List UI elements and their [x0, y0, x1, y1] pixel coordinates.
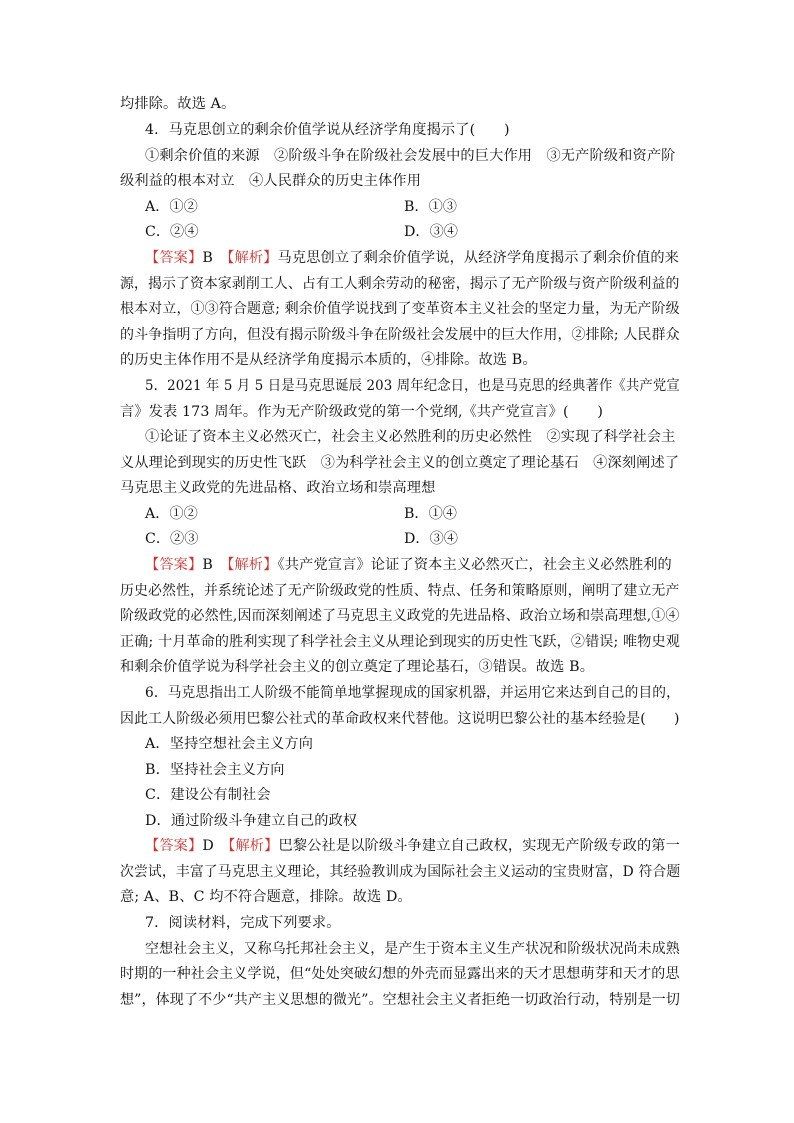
analysis-text: 正确; 十月革命的胜利实现了科学社会主义从理论到现实的历史性飞跃，②错误; 唯物史观 [120, 634, 681, 650]
analysis-text: 马克思创立了剩余价值学说，从经济学角度揭示了剩余价值的来 [277, 250, 679, 266]
material-line: 时期的一种社会主义学说，但“处处突破幻想的外壳而显露出来的天才思想萌芽和天才的思 [120, 966, 680, 982]
text-line [0, 347, 794, 373]
question-5-options-row [0, 526, 794, 552]
analysis-text: 巴黎公社是以阶级斗争建立自己政权，实现无产阶级专政的第一 [278, 838, 680, 854]
answer-value: D [202, 838, 229, 854]
analysis-text: 根本对立，①③符合题意; 剩余价值学说找到了变革资本主义社会的坚定力量，为无产阶级 [120, 301, 680, 317]
option-d: D．通过阶级斗争建立自己的政权 [145, 813, 358, 829]
statement-text: ①剩余价值的来源 ②阶级斗争在阶级社会发展中的巨大作用 ③无产阶级和资产阶 [145, 148, 676, 164]
analysis-text: 源，揭示了资本家剥削工人、占有工人剩余劳动的秘密，揭示了无产阶级与资产阶级利益的 [120, 276, 680, 292]
question-7-stem [0, 910, 794, 936]
text-line [0, 296, 794, 322]
analysis-text: 历史必然性，并系统论述了无产阶级政党的性质、特点、任务和策略原则，阐明了建立无产 [120, 583, 680, 599]
option-b: B．①④ [404, 506, 457, 522]
question-5-statements [0, 475, 794, 501]
material-line: 空想社会主义，又称乌托邦社会主义，是产生于资本主义生产状况和阶级状况尚未成熟 [145, 941, 680, 957]
analysis-text: 次尝试，丰富了马克思主义理论，其经验教训成为国际社会主义运动的宝贵财富，D 符合题 [120, 864, 681, 880]
text-line [0, 271, 794, 297]
option-a: A．①② [145, 199, 198, 215]
question-5-stem [0, 373, 794, 399]
question-6-answer [0, 833, 794, 859]
answer-line [145, 245, 679, 271]
question-5-statements [0, 424, 794, 450]
option-d: D．③④ [404, 224, 458, 240]
material-text [0, 936, 794, 962]
question-5-statements [0, 450, 794, 476]
question-4-stem [0, 117, 794, 143]
continuation-text: 均排除。故选 A。 [120, 96, 236, 112]
text-line [0, 884, 794, 910]
analysis-text: 的历史主体作用不是从经济学角度揭示本质的，④排除。故选 B。 [120, 352, 537, 368]
analysis-text: 《共产党宣言》论证了资本主义必然灭亡，社会主义必然胜利的 [277, 557, 672, 573]
option-d: D．③④ [404, 531, 458, 547]
question-4-options-row [0, 219, 794, 245]
text-line [0, 629, 794, 655]
analysis-text: 和剩余价值学说为科学社会主义的创立奠定了理论基石，③错误。故选 B。 [120, 659, 595, 675]
material-line: 想”，体现了不少“共产主义思想的微光”。空想社会主义者拒绝一切政治行动，特别是一切 [120, 992, 681, 1008]
question-5-stem [0, 399, 794, 425]
question-5-options-row [0, 501, 794, 527]
analysis-text: 阶级政党的必然性,因而深刻阐述了马克思主义政党的先进品格、政治立场和崇高理想,①④ [120, 608, 680, 624]
text-line [0, 603, 794, 629]
question-text: 因此工人阶级必须用巴黎公社式的革命政权来代替他。这说明巴黎公社的基本经验是( ) [120, 711, 680, 727]
question-6-option [0, 782, 794, 808]
answer-value: B [202, 557, 228, 573]
question-4-answer [0, 245, 794, 271]
question-6-option [0, 808, 794, 834]
question-text: 言》发表 173 周年。作为无产阶级政党的第一个党纲,《共产党宣言》( ) [120, 404, 604, 420]
analysis-text: 意; A、B、C 均不符合题意，排除。故选 D。 [120, 889, 412, 905]
text-line [0, 654, 794, 680]
analysis-tag: 【解析】 [227, 250, 278, 266]
question-text: 6．马克思指出工人阶级不能简单地掌握现成的国家机器，并运用它来达到自己的目的， [145, 685, 681, 701]
question-4-statements [0, 143, 794, 169]
option-a: A．①② [145, 506, 198, 522]
statement-text: 义从理论到现实的历史性飞跃 ③为科学社会主义的创立奠定了理论基石 ④深刻阐述了 [120, 455, 680, 471]
option-c: C．建设公有制社会 [145, 787, 271, 803]
answer-tag: 【答案】 [145, 557, 203, 573]
text-line [0, 91, 794, 117]
question-4-options-row [0, 194, 794, 220]
text-line [0, 322, 794, 348]
option-c: C．②③ [145, 531, 199, 547]
statement-text: 马克思主义政党的先进品格、政治立场和崇高理想 [120, 480, 436, 496]
option-b: B．坚持社会主义方向 [145, 762, 285, 778]
question-text: 7．阅读材料，完成下列要求。 [145, 915, 341, 931]
question-text: 4．马克思创立的剩余价值学说从经济学角度揭示了( ) [145, 122, 510, 138]
answer-value: B [202, 250, 228, 266]
text-line [0, 859, 794, 885]
option-c: C．②④ [145, 224, 199, 240]
option-a: A．坚持空想社会主义方向 [145, 736, 314, 752]
statement-text: ①论证了资本主义必然灭亡，社会主义必然胜利的历史必然性 ②实现了科学社会主 [145, 429, 676, 445]
answer-line [145, 552, 672, 578]
analysis-tag: 【解析】 [228, 838, 279, 854]
answer-tag: 【答案】 [145, 250, 203, 266]
question-text: 5．2021 年 5 月 5 日是马克思诞辰 203 周年纪念日，也是马克思的经典著作《共产党宣 [145, 378, 680, 394]
question-6-stem [0, 706, 794, 732]
question-6-option [0, 731, 794, 757]
question-4-statements [0, 168, 794, 194]
question-6-option [0, 757, 794, 783]
analysis-tag: 【解析】 [227, 557, 278, 573]
answer-line [145, 833, 680, 859]
analysis-text: 的斗争指明了方向，但没有揭示阶级斗争在阶级社会发展中的巨大作用，②排除; 人民群众 [120, 327, 680, 343]
question-5-answer [0, 552, 794, 578]
material-text [0, 961, 794, 987]
option-b: B．①③ [404, 199, 457, 215]
answer-tag: 【答案】 [145, 838, 203, 854]
question-6-stem [0, 680, 794, 706]
material-text [0, 987, 794, 1013]
text-line [0, 578, 794, 604]
statement-text: 级利益的根本对立 ④人民群众的历史主体作用 [120, 173, 422, 189]
